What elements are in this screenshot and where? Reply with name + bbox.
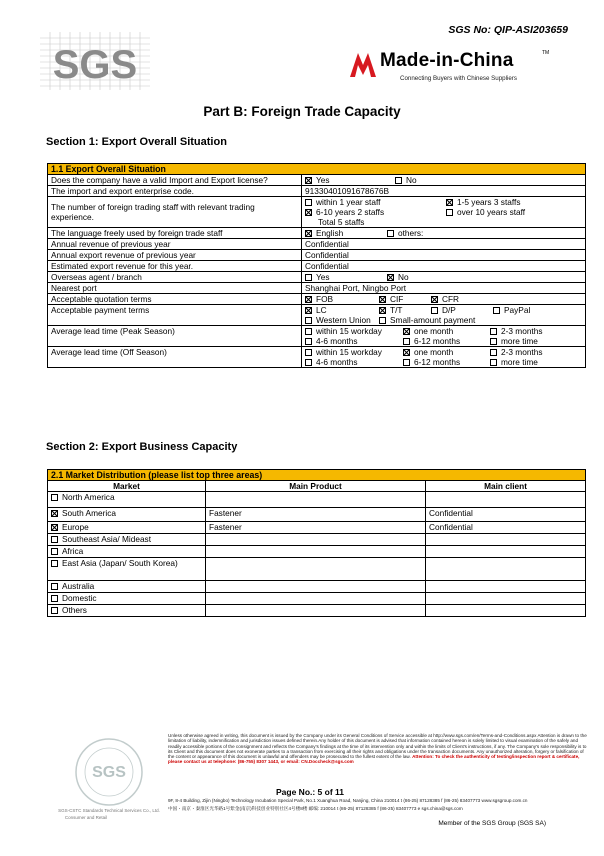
market-label: Europe (62, 522, 89, 532)
option-label: one month (414, 326, 454, 336)
checked-box-icon[interactable] (305, 307, 312, 314)
checkbox-option[interactable] (403, 326, 490, 336)
market-cell (48, 581, 206, 593)
option-label: Yes (316, 272, 330, 282)
empty-box-icon[interactable] (51, 560, 58, 567)
total-staff: Total 5 staffs (318, 217, 365, 227)
client-cell (426, 534, 586, 546)
footer-disclaimer (168, 733, 588, 765)
checkbox-option[interactable] (431, 305, 493, 315)
empty-box-icon[interactable] (305, 338, 312, 345)
option-label: Yes (316, 175, 330, 185)
empty-box-icon[interactable] (51, 595, 58, 602)
checkbox-option[interactable] (305, 357, 403, 367)
checked-box-icon[interactable] (305, 230, 312, 237)
market-label: Africa (62, 546, 84, 556)
table-row (48, 239, 586, 250)
checked-box-icon[interactable] (51, 524, 58, 531)
made-in-china-name: Made-in-China (380, 50, 514, 71)
market-label: Domestic (62, 593, 97, 603)
checkbox-option[interactable] (379, 294, 431, 304)
option-label: 1-5 years 3 staffs (457, 197, 521, 207)
option-label: one month (414, 347, 454, 357)
empty-box-icon[interactable] (493, 307, 500, 314)
table-row (48, 522, 586, 534)
checkbox-option[interactable] (446, 207, 525, 217)
question-cell: Acceptable payment terms (48, 305, 302, 326)
checkbox-option[interactable] (493, 305, 530, 315)
product-cell (206, 581, 426, 593)
checkbox-option[interactable] (305, 347, 403, 357)
option-label: No (406, 175, 417, 185)
checked-box-icon[interactable] (305, 296, 312, 303)
question-cell: Estimated export revenue for this year. (48, 261, 302, 272)
checkbox-option[interactable] (305, 197, 446, 207)
empty-box-icon[interactable] (305, 317, 312, 324)
client-cell (426, 593, 586, 605)
page-number: Page No.: 5 of 11 (276, 787, 345, 797)
market-cell (48, 605, 206, 617)
market-label: East Asia (Japan/ South Korea) (62, 558, 178, 568)
col-main-client: Main client (426, 481, 586, 492)
svg-text:SGS: SGS (92, 764, 126, 781)
market-label: South America (62, 508, 116, 518)
empty-box-icon[interactable] (379, 317, 386, 324)
checkbox-option[interactable] (305, 272, 387, 282)
client-cell (426, 546, 586, 558)
question-cell: The number of foreign trading staff with relevant trading experience. (48, 197, 302, 228)
option-label: CIF (390, 294, 404, 304)
empty-box-icon[interactable] (305, 199, 312, 206)
question-cell: The language freely used by foreign trade staff (48, 228, 302, 239)
table-row (48, 197, 586, 228)
empty-box-icon[interactable] (403, 359, 410, 366)
col-market: Market (48, 481, 206, 492)
client-cell: Confidential (426, 522, 586, 534)
checkbox-option[interactable] (387, 272, 409, 282)
empty-box-icon[interactable] (305, 359, 312, 366)
market-label: Others (62, 605, 87, 615)
table-row (48, 593, 586, 605)
question-cell: Acceptable quotation terms (48, 294, 302, 305)
option-label: 6-12 months (414, 357, 461, 367)
table-row (48, 581, 586, 593)
checkbox-option[interactable] (305, 207, 446, 217)
option-label: more time (501, 357, 538, 367)
option-label: within 1 year staff (316, 197, 381, 207)
address-chinese: 中国・南京・秦淮区光华路1号紫金(南京)科技创业特别社区4号楼8楼 邮编: 210014 t (86-25) 87128385 f (86-25) 83407773 e sgs.china@sgs.com (168, 806, 463, 811)
answer-cell (302, 228, 586, 239)
option-label: No (398, 272, 409, 282)
empty-box-icon[interactable] (305, 328, 312, 335)
product-cell (206, 546, 426, 558)
question-cell: Annual revenue of previous year (48, 239, 302, 250)
product-cell: Fastener (206, 522, 426, 534)
answer-value: Confidential (302, 250, 586, 261)
table-row (48, 294, 586, 305)
checkbox-option[interactable] (305, 315, 379, 325)
checkbox-option[interactable] (490, 336, 538, 346)
option-label: PayPal (504, 305, 531, 315)
checked-box-icon[interactable] (305, 177, 312, 184)
market-cell (48, 522, 206, 534)
question-cell: Annual export revenue of previous year (48, 250, 302, 261)
answer-cell (302, 326, 586, 347)
empty-box-icon[interactable] (305, 349, 312, 356)
option-label: 6-10 years 2 staffs (316, 207, 385, 217)
table-row (48, 272, 586, 283)
client-cell (426, 581, 586, 593)
answer-value: Shanghai Port, Ningbo Port (302, 283, 586, 294)
option-label: within 15 workday (316, 347, 382, 357)
section2-title: Section 2: Export Business Capacity (46, 441, 238, 453)
table-row (48, 228, 586, 239)
checkbox-option[interactable] (403, 357, 490, 367)
product-cell (206, 492, 426, 508)
answer-value: 91330401091678676B (302, 186, 586, 197)
checkbox-option[interactable] (403, 336, 490, 346)
checked-box-icon[interactable] (387, 274, 394, 281)
checkbox-option[interactable] (305, 294, 379, 304)
checkbox-option[interactable] (490, 357, 538, 367)
sgs-logo (40, 32, 150, 90)
checkbox-option[interactable] (305, 175, 395, 185)
checked-box-icon[interactable] (379, 296, 386, 303)
market-distribution-table (47, 469, 586, 617)
empty-box-icon[interactable] (305, 274, 312, 281)
option-label: 4-6 months (316, 336, 358, 346)
table-row (48, 326, 586, 347)
made-in-china-tagline: Connecting Buyers with Chinese Suppliers (400, 75, 517, 82)
question-cell: Nearest port (48, 283, 302, 294)
table-row (48, 186, 586, 197)
market-cell (48, 546, 206, 558)
table1-title: 1.1 Export Overall Situation (48, 164, 586, 175)
table-row (48, 492, 586, 508)
attention-text: Attention: To check the authenticity of testing/inspection report & certificate, please contact us at telephone: (86-755) 8307 1443, or email: CN.Doccheck@sgs.com (168, 754, 580, 765)
disclaimer-text: Unless otherwise agreed in writing, this document is issued by the Company under its General Conditions of Service accessible at http://www.sgs.com/en/Terms-and-Conditions.aspx Attention is drawn to the limitation of liability, indemnification and jurisdiction issues defined therein.Any holder of this document is advised that information contained hereon is solely limited to visual examination of the safely and readily accessible portions of the consignment and reflects the Company's findings at the time of its intervention only and within the limits of Client's instructions, if any. The Company's sole responsibility is to its Client and this document does not exonerate parties to a transaction from exercising all their rights and obligations under the transaction documents. Any unauthorized alteration, forgery or falsification of the content or appearance of this document is unlawful and offenders may be prosecuted to the fullest extent of the law. (168, 733, 587, 760)
checked-box-icon[interactable] (51, 510, 58, 517)
client-cell (426, 605, 586, 617)
checkbox-option[interactable] (305, 228, 387, 238)
empty-box-icon[interactable] (51, 536, 58, 543)
address-english: 9F, 8-4 Building, Zijin (Ningbo) Technology Incubation Special Park, No.1 Xuanghua Road, Nanjing, China 210014 t (86-25) 87128385 f (86-25) 83407773 www.sgsgroup.com.cn (168, 798, 528, 803)
answer-cell (302, 294, 586, 305)
answer-value: Confidential (302, 261, 586, 272)
empty-box-icon[interactable] (490, 338, 497, 345)
question-cell: Average lead time (Peak Season) (48, 326, 302, 347)
client-cell (426, 492, 586, 508)
answer-value: Confidential (302, 239, 586, 250)
table-row (48, 546, 586, 558)
option-label: CFR (442, 294, 460, 304)
empty-box-icon[interactable] (446, 209, 453, 216)
checkbox-option[interactable] (431, 294, 459, 304)
product-cell (206, 605, 426, 617)
option-label: D/P (442, 305, 456, 315)
checked-box-icon[interactable] (446, 199, 453, 206)
svg-text:Consumer and Retail: Consumer and Retail (64, 815, 108, 820)
part-title: Part B: Foreign Trade Capacity (203, 104, 401, 119)
table-row (48, 250, 586, 261)
answer-cell (302, 305, 586, 326)
checked-box-icon[interactable] (305, 209, 312, 216)
member-note: Member of the SGS Group (SGS SA) (438, 820, 546, 827)
product-cell (206, 534, 426, 546)
option-label: more time (501, 336, 538, 346)
market-cell (48, 492, 206, 508)
market-cell (48, 558, 206, 581)
table-row (48, 605, 586, 617)
option-label: 6-12 months (414, 336, 461, 346)
empty-box-icon[interactable] (395, 177, 402, 184)
col-main-product: Main Product (206, 481, 426, 492)
empty-box-icon[interactable] (51, 607, 58, 614)
checkbox-option[interactable] (379, 315, 476, 325)
client-cell (426, 558, 586, 581)
checked-box-icon[interactable] (379, 307, 386, 314)
checked-box-icon[interactable] (431, 296, 438, 303)
made-in-china-logo-icon (348, 49, 378, 79)
answer-cell (302, 175, 586, 186)
checked-box-icon[interactable] (403, 328, 410, 335)
option-label: 2-3 months (501, 326, 543, 336)
empty-box-icon[interactable] (51, 494, 58, 501)
empty-box-icon[interactable] (490, 359, 497, 366)
option-label: others: (398, 228, 424, 238)
checkbox-option[interactable] (379, 305, 431, 315)
empty-box-icon[interactable] (51, 548, 58, 555)
product-cell (206, 558, 426, 581)
market-cell (48, 508, 206, 522)
empty-box-icon[interactable] (51, 583, 58, 590)
sgs-seal-stamp (58, 736, 160, 822)
table2-title: 2.1 Market Distribution (please list top three areas) (48, 470, 586, 481)
checkbox-option[interactable] (305, 326, 403, 336)
table-row (48, 508, 586, 522)
empty-box-icon[interactable] (490, 349, 497, 356)
table-row (48, 175, 586, 186)
svg-text:SGS-CSTC Standards Technical S: SGS-CSTC Standards Technical Services Co., Ltd. (58, 808, 160, 813)
trademark: TM (542, 50, 550, 56)
answer-cell (302, 272, 586, 283)
question-cell: Average lead time (Off Season) (48, 347, 302, 368)
product-cell: Fastener (206, 508, 426, 522)
option-label: T/T (390, 305, 403, 315)
market-label: Australia (62, 581, 95, 591)
option-label: FOB (316, 294, 334, 304)
checkbox-option[interactable] (490, 347, 543, 357)
question-cell: Overseas agent / branch (48, 272, 302, 283)
option-label: within 15 workday (316, 326, 382, 336)
checkbox-option[interactable] (395, 175, 417, 185)
empty-box-icon[interactable] (387, 230, 394, 237)
option-label: Western Union (316, 315, 371, 325)
checkbox-option[interactable] (490, 326, 543, 336)
section1-title: Section 1: Export Overall Situation (46, 136, 227, 148)
table-row (48, 261, 586, 272)
market-label: North America (62, 492, 115, 502)
checkbox-option[interactable] (387, 228, 423, 238)
product-cell (206, 593, 426, 605)
table-row (48, 305, 586, 326)
checked-box-icon[interactable] (403, 349, 410, 356)
checkbox-option[interactable] (403, 347, 490, 357)
empty-box-icon[interactable] (490, 328, 497, 335)
option-label: over 10 years staff (457, 207, 526, 217)
svg-text:SGS: SGS (52, 43, 138, 87)
option-label: Small-amount payment (390, 315, 476, 325)
market-cell (48, 534, 206, 546)
table-row (48, 347, 586, 368)
table-row (48, 558, 586, 581)
question-cell: Does the company have a valid Import and Export license? (48, 175, 302, 186)
empty-box-icon[interactable] (403, 338, 410, 345)
checkbox-option[interactable] (305, 336, 403, 346)
option-label: 4-6 months (316, 357, 358, 367)
question-cell: The import and export enterprise code. (48, 186, 302, 197)
market-cell (48, 593, 206, 605)
option-label: 2-3 months (501, 347, 543, 357)
empty-box-icon[interactable] (431, 307, 438, 314)
client-cell: Confidential (426, 508, 586, 522)
option-label: English (316, 228, 344, 238)
sgs-number: SGS No: QIP-ASI203659 (448, 24, 568, 36)
answer-cell (302, 197, 586, 228)
table-row (48, 283, 586, 294)
table-row (48, 534, 586, 546)
export-overall-table (47, 163, 586, 368)
checkbox-option[interactable] (446, 197, 521, 207)
answer-cell (302, 347, 586, 368)
checkbox-option[interactable] (305, 305, 379, 315)
option-label: LC (316, 305, 327, 315)
market-label: Southeast Asia/ Mideast (62, 534, 152, 544)
